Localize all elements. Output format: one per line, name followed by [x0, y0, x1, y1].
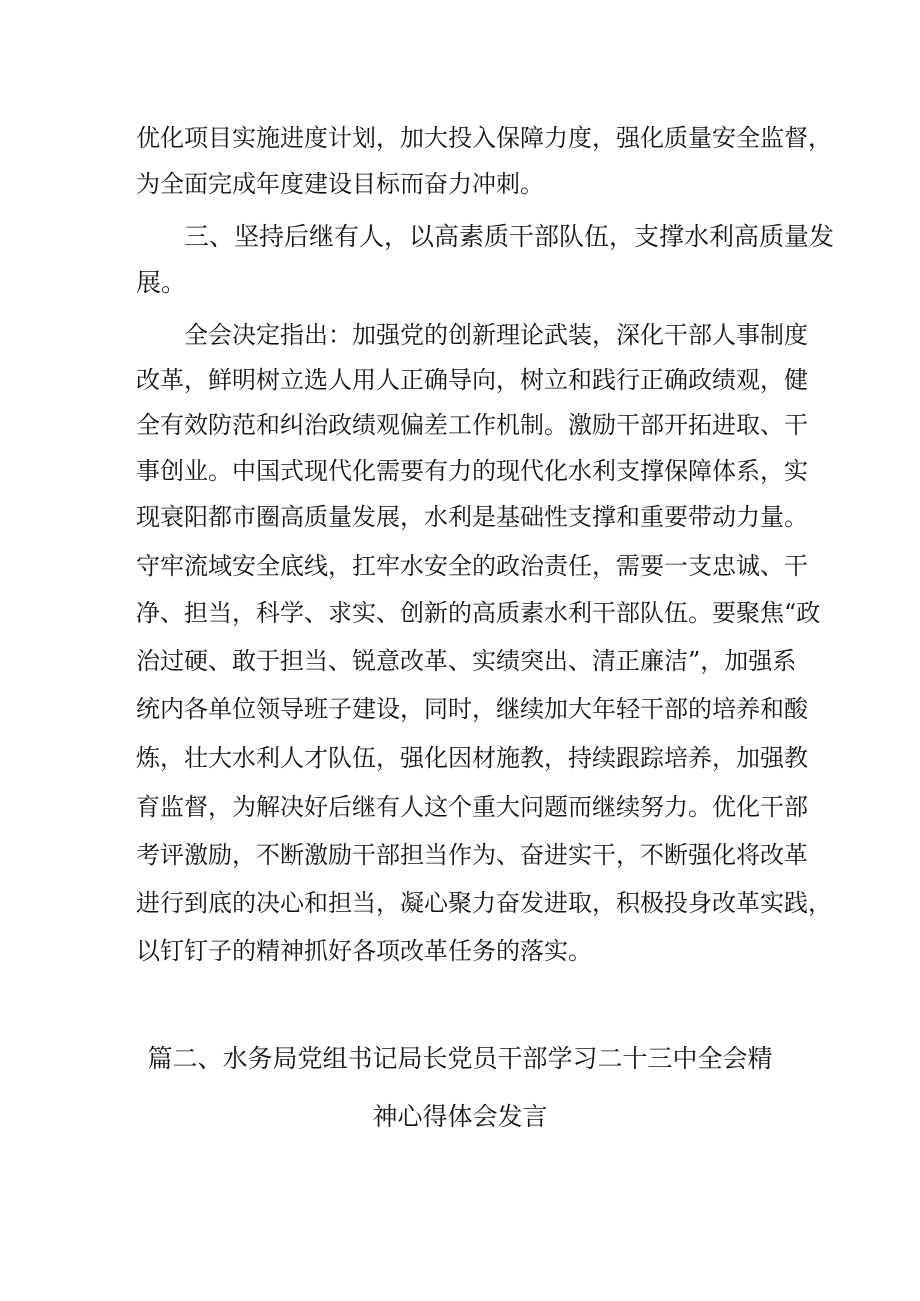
section-three-body-line-9: 统内各单位领导班子建设，同时，继续加大年轻干部的培养和酸 — [136, 695, 808, 723]
section-three-heading-line-2: 展。 — [136, 268, 187, 297]
article-two-title-line-2: 神心得体会发言 — [372, 1102, 548, 1131]
section-three-body-line-4: 事创业。中国式现代化需要有力的现代化水利支撑保障体系，实 — [136, 457, 808, 485]
section-three-heading-line-1: 三、坚持后继有人，以高素质干部队伍，支撑水利高质量发 — [184, 222, 835, 251]
section-three-body-line-2: 改革，鲜明树立选人用人正确导向，树立和践行正确政绩观，健 — [136, 366, 808, 394]
section-three-body-line-6: 守牢流域安全底线，扛牢水安全的政治责任，需要一支忠诚、干 — [136, 552, 808, 580]
section-three-body-line-1: 全会决定指出：加强党的创新理论武装，深化干部人事制度 — [184, 321, 808, 349]
intro-paragraph-line-1: 优化项目实施进度计划，加大投入保障力度，强化质量安全监督， — [136, 124, 832, 152]
section-three-body-line-14: 以钉钉子的精神抓好各项改革任务的落实。 — [136, 937, 592, 965]
section-three-body-line-3: 全有效防范和纠治政绩观偏差工作机制。激励干部开拓进取、干 — [136, 411, 808, 439]
section-three-body-line-7: 净、担当，科学、求实、创新的高质素水利干部队伍。要聚焦“政 — [136, 599, 821, 627]
article-two-title-line-1: 篇二、水务局党组书记局长党员干部学习二十三中全会精 — [147, 1044, 773, 1073]
section-three-body-line-13: 进行到底的决心和担当，凝心聚力奋发进取，积极投身改革实践， — [136, 889, 832, 917]
intro-paragraph-line-2: 为全面完成年度建设目标而奋力冲刺。 — [136, 170, 544, 198]
section-three-body-line-12: 考评激励，不断激励干部担当作为、奋进实干，不断强化将改革 — [136, 841, 808, 869]
section-three-body-line-5: 现衰阳都市圈高质量发展，水利是基础性支撑和重要带动力量。 — [136, 503, 808, 531]
section-three-body-line-8: 治过硬、敢于担当、锐意改革、实绩突出、清正廉洁”，加强系 — [136, 647, 797, 675]
section-three-body-line-10: 炼，壮大水利人才队伍，强化因材施教，持续跟踪培养，加强教 — [136, 744, 808, 772]
section-three-body-line-11: 育监督，为解决好后继有人这个重大问题而继续努力。优化干部 — [136, 793, 808, 821]
